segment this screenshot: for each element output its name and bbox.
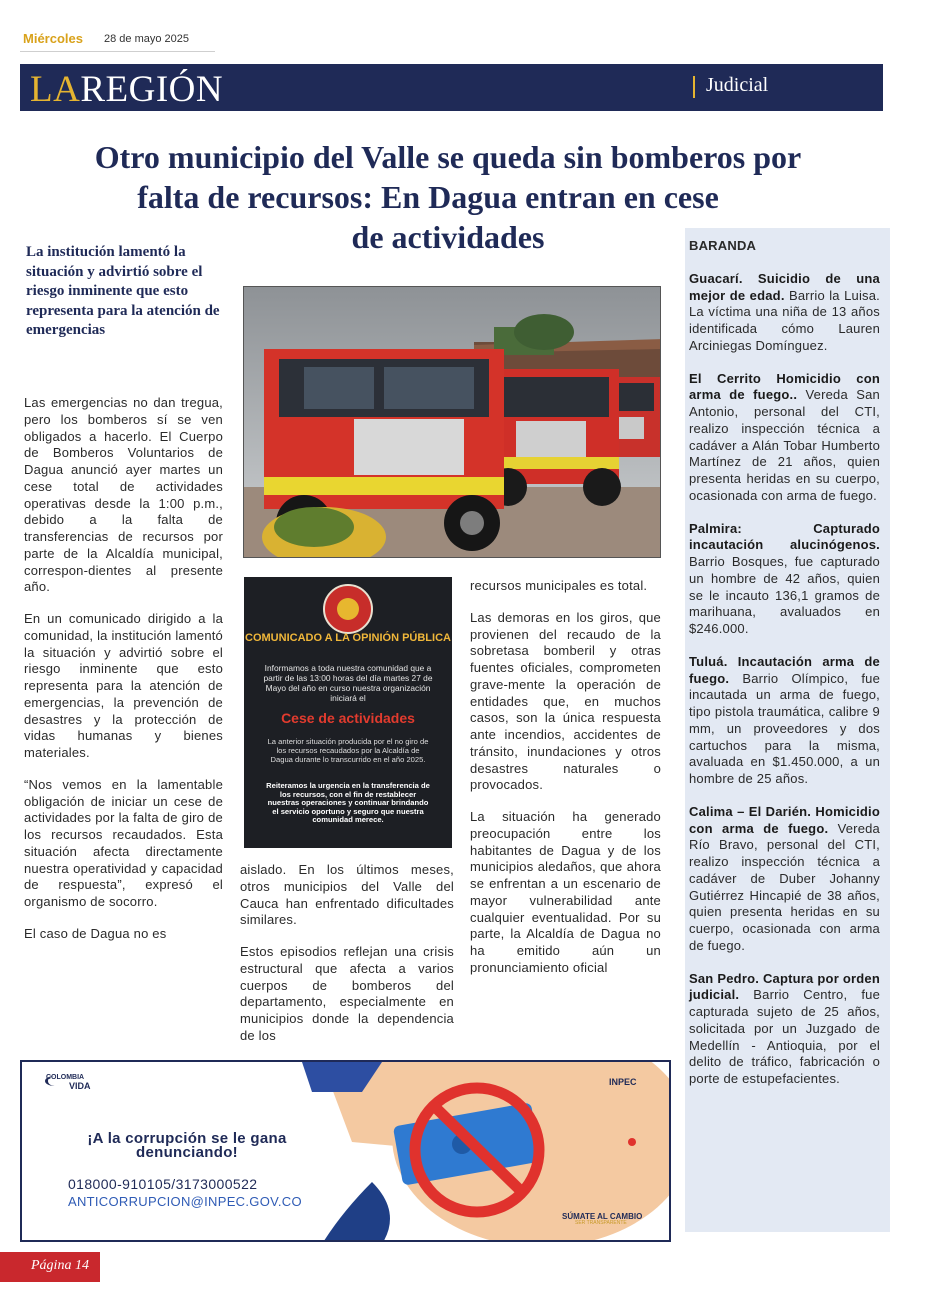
poster-text-2: La anterior situación producida por el no giro de los recursos recaudados por la Alcaldía de Dagua durante lo transcurrido en el año 2025. xyxy=(267,737,429,765)
sidebar-item xyxy=(689,271,880,355)
anticorruption-ad[interactable] xyxy=(20,1060,671,1242)
sidebar-item xyxy=(689,971,880,1088)
article-lead: La institución lamentó la situación y advirtió sobre el riesgo inminente que esto representa para la atención de emergencias xyxy=(26,244,220,339)
press-release-poster xyxy=(244,577,452,848)
headline-line-3: de actividades xyxy=(351,219,545,255)
sidebar-item-body: Barrio la Luisa. La víctima una niña de 13 años identificada cómo Lauren Arciniegas Domínguez. xyxy=(689,287,880,353)
headline-line-2: falta de recursos: En Dagua entran en cese xyxy=(137,179,719,215)
ad-slogan-line-1: ¡A la corrupción se le gana xyxy=(87,1130,287,1147)
poster-highlight: Cese de actividades xyxy=(281,710,415,726)
newspaper-logo[interactable] xyxy=(30,68,223,111)
ad-campaign: SÚMATE AL CAMBIO xyxy=(562,1212,643,1221)
logo-region: REGIÓN xyxy=(80,69,224,110)
section-label[interactable]: Judicial xyxy=(706,74,769,96)
poster-text-1: Informamos a toda nuestra comunidad que a partir de las 13:00 horas del día martes 27 de Mayo del año en curso nuestra organización iniciará el xyxy=(263,663,433,703)
sidebar-item-body: Barrio Centro, fue capturada sujeto de 25 años, solicitada por un Juzgado de Medellín - Antioquia, por el delito de tráfico, fabricación o porte de estupefacientes. xyxy=(689,987,880,1086)
sidebar-item-head: El Cerrito Homicidio con arma de fuego.. xyxy=(689,370,880,403)
sidebar-item-head: San Pedro. Captura por orden judicial. xyxy=(689,970,880,1003)
paragraph: Las emergencias no dan tregua, pero los bomberos sí se ven obligados a hacerlo. El Cuerpo de Bomberos Voluntarios de Dagua anunció ayer martes un cese total de actividades operativas desde la 1:00 p.m., debido a la falta de transferencias de recursos por parte de la Alcaldía municipal, correspon-dientes al presente año. xyxy=(24,395,223,595)
sidebar-item-body: Vereda Río Bravo, personal del CTI, realizo inspección técnica a cadáver de Duber Johanny Gutiérrez Hincapié de 38 años, quien presenta heridas en su cuerpo, ocasionada con arma de fuego. xyxy=(689,820,880,953)
sidebar-item xyxy=(689,371,880,505)
masthead xyxy=(20,64,883,111)
paragraph: En un comunicado dirigido a la comunidad, la institución lamentó la situación y advirtió sobre el riesgo inminente que esto representa para la atención de emergencias, la prevención de desastres y la protección de vidas humanas y bienes materiales. xyxy=(24,611,223,760)
sidebar-item-head: Palmira: Capturado incautación alucinógenos. xyxy=(689,520,880,553)
ad-phone[interactable]: 018000-910105/3173000522 xyxy=(68,1176,258,1192)
sidebar-item-head: Tuluá. Incautación arma de fuego. xyxy=(689,653,880,686)
logo-la: LA xyxy=(30,69,81,110)
fire-department-seal-icon xyxy=(323,584,373,634)
dateline-date: 28 de mayo 2025 xyxy=(104,33,190,45)
poster-heading: COMUNICADO A LA OPINIÓN PÚBLICA xyxy=(245,632,451,644)
sidebar-item-body: Vereda San Antonio, personal del CTI, realizo inspección técnica a cadáver a Alán Tobar Humberto Martínez de 21 años, quien presenta heridas en su cuerpo, ocasionada con arma de fuego. xyxy=(689,387,880,503)
page-number-badge xyxy=(0,1252,100,1282)
poster-text-3: Reiteramos la urgencia en la transferencia de los recursos, con el fin de restablecer nuestras operaciones y continuar brindando el servicio oportuno y seguro que nuestra comunidad merece. xyxy=(266,781,430,824)
fire-trucks-photo xyxy=(243,286,661,558)
paragraph: aislado. En los últimos meses, otros municipios del Valle del Cauca han enfrentado dificultades similares. xyxy=(240,862,454,928)
paragraph: Estos episodios reflejan una crisis estructural que afecta a varios cuerpos de bomberos del departamento, especialmente en municipios donde la dependencia de los xyxy=(240,944,454,1043)
paragraph: “Nos vemos en la lamentable obligación de iniciar un cese de actividades por la falta de giro de los recursos recaudados. Esta situación afecta directamente nuestra operatividad y capacidad de respuesta”, expresó el organismo de socorro. xyxy=(24,776,223,909)
ad-campaign-sub: SER TRANSPARENTE xyxy=(575,1220,627,1226)
baranda-sidebar xyxy=(685,228,890,1232)
paragraph: recursos municipales es total. xyxy=(470,578,648,593)
ad-brand-top: COLOMBIA xyxy=(46,1074,85,1081)
ad-slogan-line-2: denunciando! xyxy=(136,1144,238,1161)
page-number: Página 14 xyxy=(31,1258,89,1273)
ad-slogan xyxy=(42,1132,332,1160)
section-divider xyxy=(693,76,695,98)
sidebar-item-body: Barrio Bosques, fue capturado un hombre de 42 años, quien se le incauto 136,1 gramos de marihuana, avaluados en $246.000. xyxy=(689,554,880,636)
sidebar-item-head: Guacarí. Suicidio de una mejor de edad. xyxy=(689,270,880,303)
dateline-day: Miércoles xyxy=(23,31,83,46)
sidebar-item xyxy=(689,654,880,788)
article-column-1 xyxy=(24,395,223,958)
paragraph: La situación ha generado preocupación entre los habitantes de Dagua y de los municipios aledaños, que ahora se enfrentan a un escenario de mayor vulnerabilidad ante cualquier eventualidad. Por su parte, la Alcaldía de Dagua no ha emitido aún un pronunciamiento oficial xyxy=(470,809,661,975)
sidebar-item xyxy=(689,521,880,638)
sidebar-title: BARANDA xyxy=(689,238,757,253)
ad-org: INPEC xyxy=(609,1077,637,1087)
article-column-2 xyxy=(240,862,454,1060)
ad-brand: VIDA xyxy=(69,1081,91,1091)
sidebar-item-body: Barrio Olímpico, fue incautada un arma de fuego, tipo pistola traumática, calibre 9 mm, un proveedores y dos cartuchos para la misma, avaluada en $1.450.000, a un hombre de 25 años. xyxy=(689,670,880,786)
sidebar-item xyxy=(689,804,880,955)
dateline xyxy=(20,27,215,52)
sidebar-item-head: Calima – El Darién. Homicidio con arma de fuego. xyxy=(689,803,880,836)
paragraph: El caso de Dagua no es xyxy=(24,925,167,941)
headline-line-1: Otro municipio del Valle se queda sin bomberos por xyxy=(94,139,802,175)
article-column-3 xyxy=(470,578,661,992)
paragraph: Las demoras en los giros, que provienen del recaudo de la sobretasa bomberil y otras fuentes oficiales, comprometen grave-mente la operación de entidades que, en muchos casos, son la única respuesta ante incendios, accidentes de tránsito, inundaciones y otros desastres naturales o provocados. xyxy=(470,609,661,793)
fire-trucks-illustration xyxy=(244,287,661,558)
ad-email-link[interactable]: ANTICORRUPCION@INPEC.GOV.CO xyxy=(68,1194,302,1209)
